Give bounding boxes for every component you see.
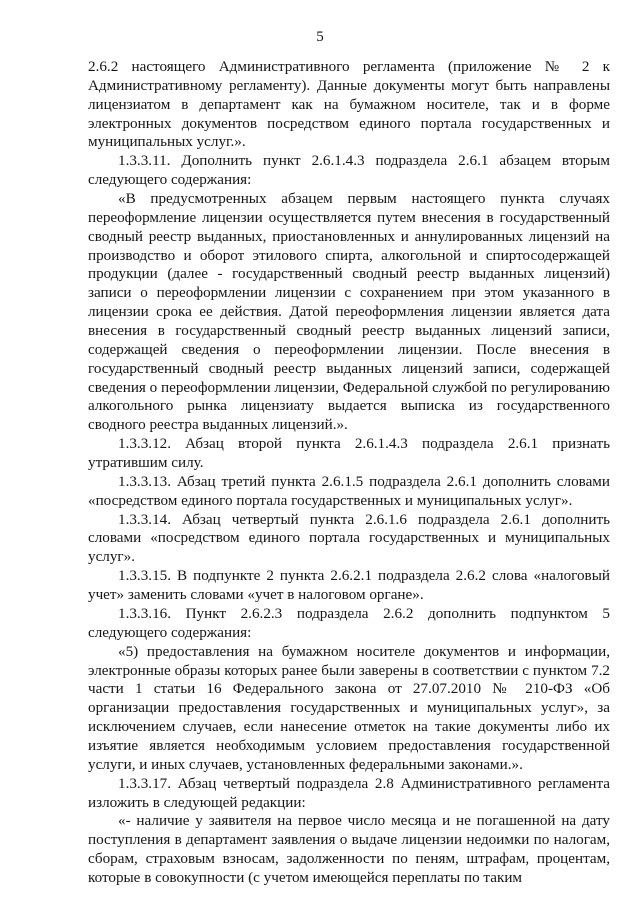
paragraph: 1.3.3.16. Пункт 2.6.2.3 подраздела 2.6.2 дополнить подпунктом 5 следующего содержания:	[88, 604, 610, 641]
paragraph: 1.3.3.12. Абзац второй пункта 2.6.1.4.3 подраздела 2.6.1 признать утратившим силу.	[88, 435, 610, 472]
page-number: 5	[316, 29, 324, 45]
paragraph: «В предусмотренных абзацем первым настоящего пункта случаях переоформление лицензии осуществляется путем внесения в государственный сводный реестр выданных, приостановленных и аннулированных лицензий на производство и оборот этилового спирта, алкогольной и спиртосодержащей продукции (далее - государственный сводный реестр выданных лицензий) записи о переоформлении лицензии с сохранением при этом указанного в лицензии срока ее действия. Датой переоформления лицензии является дата внесения в государственный сводный реестр выданных лицензий записи, содержащей сведения о переоформлении лицензии. После внесения в государственный сводный реестр выданных лицензий записи, содержащей сведения о переоформлении лицензии, Федеральной службой по регулированию алкогольного рынка лицензиату выдается выписка из государственного сводного реестра выданных лицензий.».	[88, 190, 610, 434]
paragraph: «- наличие у заявителя на первое число месяца и не погашенной на дату поступления в департамент заявления о выдаче лицензии недоимки по налогам, сборам, страховым взносам, задолженности по пеням, штрафам, процентам, которые в совокупности (с учетом имеющейся переплаты по таким	[88, 812, 610, 886]
paragraph: «5) предоставления на бумажном носителе документов и информации, электронные образы которых ранее были заверены в соответствии с пунктом 7.2 части 1 статьи 16 Федерального закона от 27.07.2010 № 210-ФЗ «Об организации предоставления государственных и муниципальных услуг», за исключением случаев, если нанесение отметок на такие документы либо их изъятие является необходимым условием предоставления государственной услуги, и иных случаев, установленных федеральными законами.».	[88, 642, 610, 773]
document-body	[88, 58, 610, 888]
paragraph: 1.3.3.17. Абзац четвертый подраздела 2.8 Административного регламента изложить в следующей редакции:	[88, 774, 610, 811]
paragraph: 1.3.3.15. В подпункте 2 пункта 2.6.2.1 подраздела 2.6.2 слова «налоговый учет» заменить словами «учет в налоговом органе».	[88, 567, 610, 604]
paragraph: 1.3.3.13. Абзац третий пункта 2.6.1.5 подраздела 2.6.1 дополнить словами «посредством единого портала государственных и муниципальных услуг».	[88, 472, 610, 509]
paragraph: 1.3.3.11. Дополнить пункт 2.6.1.4.3 подраздела 2.6.1 абзацем вторым следующего содержания:	[88, 152, 610, 189]
paragraph: 2.6.2 настоящего Административного регламента (приложение № 2 к Административному регламенту). Данные документы могут быть направлены лицензиатом в департамент как на бумажном носителе, так и в форме электронных документов посредством единого портала государственных и муниципальных услуг.».	[88, 58, 610, 151]
paragraph: 1.3.3.14. Абзац четвертый пункта 2.6.1.6 подраздела 2.6.1 дополнить словами «посредством единого портала государственных и муниципальных услуг».	[88, 510, 610, 566]
